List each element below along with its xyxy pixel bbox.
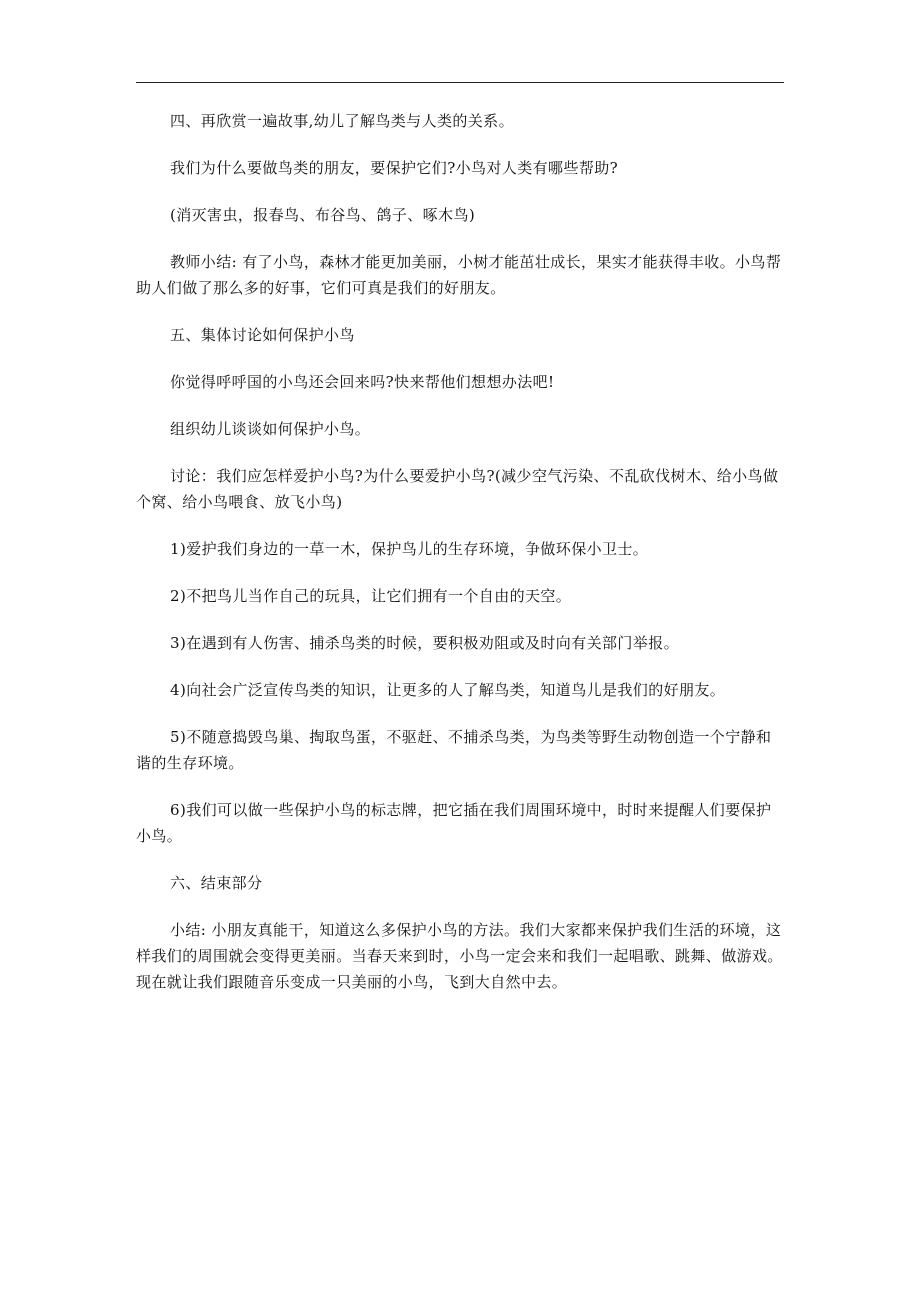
prompt-paragraph: 你觉得呼呼国的小鸟还会回来吗?快来帮他们想想办法吧! bbox=[170, 373, 555, 391]
list-item-4: 4)向社会广泛宣传鸟类的知识，让更多的人了解鸟类，知道鸟儿是我们的好朋友。 bbox=[170, 681, 726, 699]
list-item-3: 3)在遇到有人伤害、捕杀鸟类的时候，要积极劝阻或及时向有关部门举报。 bbox=[170, 634, 679, 652]
list-item-6: 6)我们可以做一些保护小鸟的标志牌，把它插在我们周围环境中，时时来提醒人们要保护小鸟。 bbox=[136, 801, 772, 845]
teacher-summary-paragraph: 教师小结: 有了小鸟，森林才能更加美丽，小树才能茁壮成长，果实才能获得丰收。小鸟帮助人们做了那么多的好事，它们可真是我们的好朋友。 bbox=[136, 253, 782, 297]
organize-paragraph: 组织幼儿谈谈如何保护小鸟。 bbox=[170, 420, 371, 438]
document-body bbox=[136, 108, 786, 1016]
closing-summary-paragraph: 小结: 小朋友真能干，知道这么多保护小鸟的方法。我们大家都来保护我们生活的环境，这样我们的周围就会变得更美丽。当春天来到时，小鸟一定会来和我们一起唱歌、跳舞、做游戏。现在就让我们跟随音乐变成一只美丽的小鸟，飞到大自然中去。 bbox=[136, 921, 783, 991]
section-heading-6: 六、结束部分 bbox=[170, 874, 263, 892]
question-paragraph: 我们为什么要做鸟类的朋友，要保护它们?小鸟对人类有哪些帮助? bbox=[170, 159, 619, 177]
list-item-2: 2)不把鸟儿当作自己的玩具，让它们拥有一个自由的天空。 bbox=[170, 587, 572, 605]
list-item-5: 5)不随意捣毁鸟巢、掏取鸟蛋，不驱赶、不捕杀鸟类，为鸟类等野生动物创造一个宁静和谐的生存环境。 bbox=[136, 728, 772, 772]
section-heading-5: 五、集体讨论如何保护小鸟 bbox=[170, 326, 355, 344]
section-heading-4: 四、再欣赏一遍故事,幼儿了解鸟类与人类的关系。 bbox=[170, 112, 514, 130]
answer-paragraph: (消灭害虫，报春鸟、布谷鸟、鸽子、啄木鸟) bbox=[170, 206, 476, 224]
list-item-1: 1)爱护我们身边的一草一木，保护鸟儿的生存环境，争做环保小卫士。 bbox=[170, 540, 649, 558]
header-rule bbox=[136, 82, 784, 83]
discussion-paragraph: 讨论：我们应怎样爱护小鸟?为什么要爱护小鸟?(减少空气污染、不乱砍伐树木、给小鸟做个窝、给小鸟喂食、放飞小鸟) bbox=[136, 467, 779, 511]
